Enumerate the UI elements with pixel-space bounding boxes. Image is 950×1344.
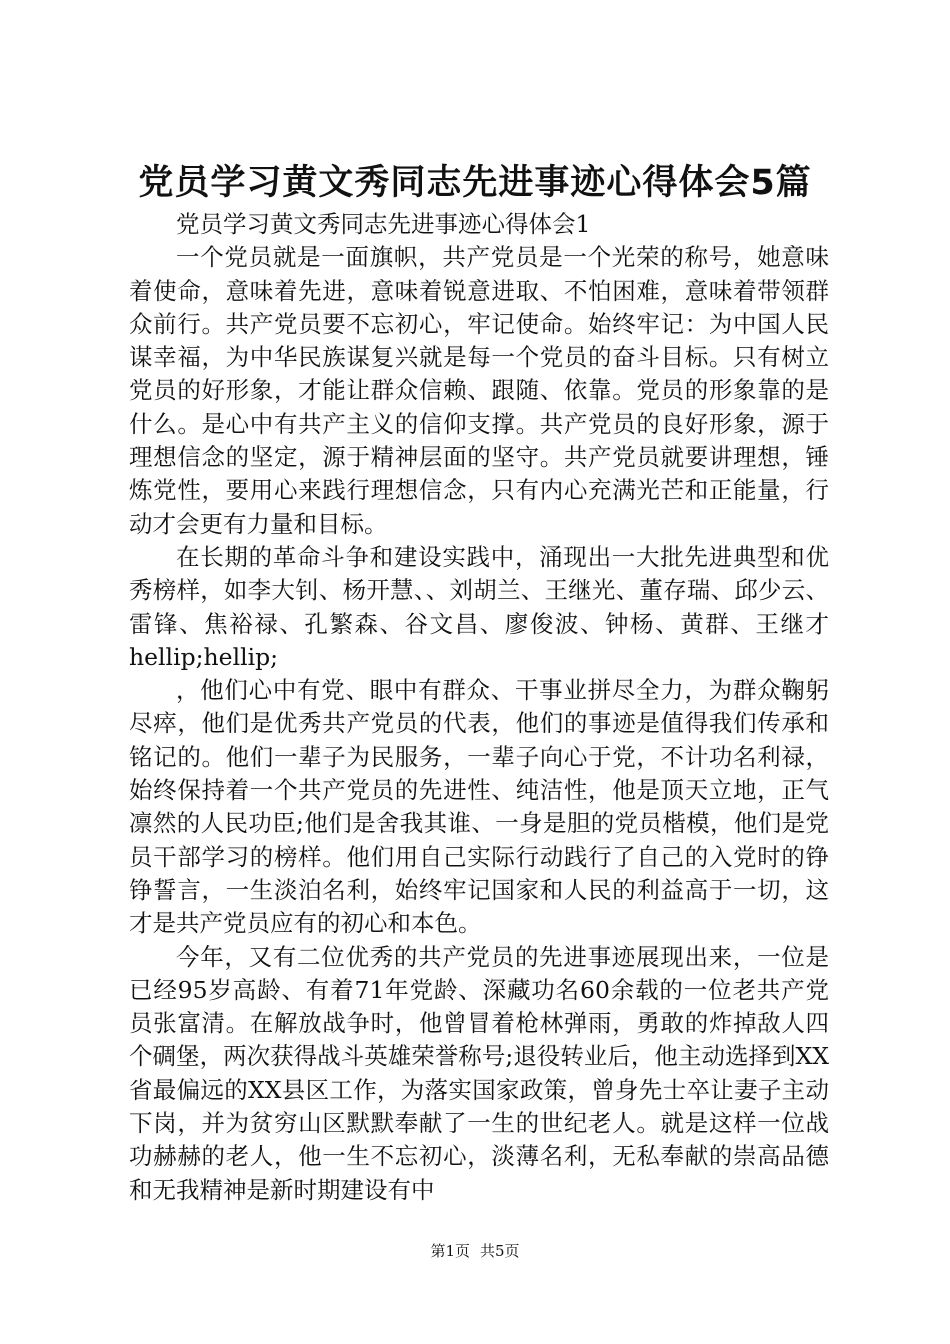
paragraph: 一个党员就是一面旗帜，共产党员是一个光荣的称号，她意味着使命，意味着先进，意味着锐意进取、不怕困难，意味着带领群众前行。共产党员要不忘初心，牢记使命。始终牢记：为中国人民谋幸福，为中华民族谋复兴就是每一个党员的奋斗目标。只有树立党员的好形象，才能让群众信赖、跟随、依靠。党员的形象靠的是什么。是心中有共产主义的信仰支撑。共产党员的良好形象，源于理想信念的坚定，源于精神层面的坚守。共产党员就要讲理想，锤炼党性，要用心来践行理想信念，只有内心充满光芒和正能量，行动才会更有力量和目标。 [129,243,829,538]
paragraph: ，他们心中有党、眼中有群众、干事业拼尽全力，为群众鞠躬尽瘁，他们是优秀共产党员的代表，他们的事迹是值得我们传承和铭记的。他们一辈子为民服务，一辈子向心于党，不计功名利禄，始终保持着一个共产党员的先进性、纯洁性，他是顶天立地，正气凛然的人民功臣;他们是舍我其谁、一身是胆的党员楷模，他们是党员干部学习的榜样。他们用自己实际行动践行了自己的入党时的铮铮誓言，一生淡泊名利，始终牢记国家和人民的利益高于一切，这才是共产党员应有的初心和本色。 [129,676,829,938]
paragraph: 在长期的革命斗争和建设实践中，涌现出一大批先进典型和优秀榜样，如李大钊、杨开慧、、刘胡兰、王继光、董存瑞、邱少云、雷锋、焦裕禄、孔繁森、谷文昌、廖俊波、钟杨、黄群、王继才hellip;hellip; [129,542,829,671]
page-footer [0,1241,950,1261]
document-body [129,208,829,1207]
document-title: 党员学习黄文秀同志先进事迹心得体会5篇 [138,163,812,203]
page-number: 第1页 [430,1242,470,1260]
page-total: 共5页 [480,1242,520,1260]
paragraph: 今年，又有二位优秀的共产党员的先进事迹展现出来，一位是已经95岁高龄、有着71年党龄、深藏功名60余载的一位老共产党员张富清。在解放战争时，他曾冒着枪林弹雨，勇敢的炸掉敌人四个碉堡，两次获得战斗英雄荣誉称号;退役转业后，他主动选择到XX省最偏远的XX县区工作，为落实国家政策，曾身先士卒让妻子主动下岗，并为贫穷山区默默奉献了一生的世纪老人。就是这样一位战功赫赫的老人，他一生不忘初心，淡薄名利，无私奉献的崇高品德和无我精神是新时期建设有中 [129,942,829,1204]
section-heading: 党员学习黄文秀同志先进事迹心得体会1 [176,210,591,238]
